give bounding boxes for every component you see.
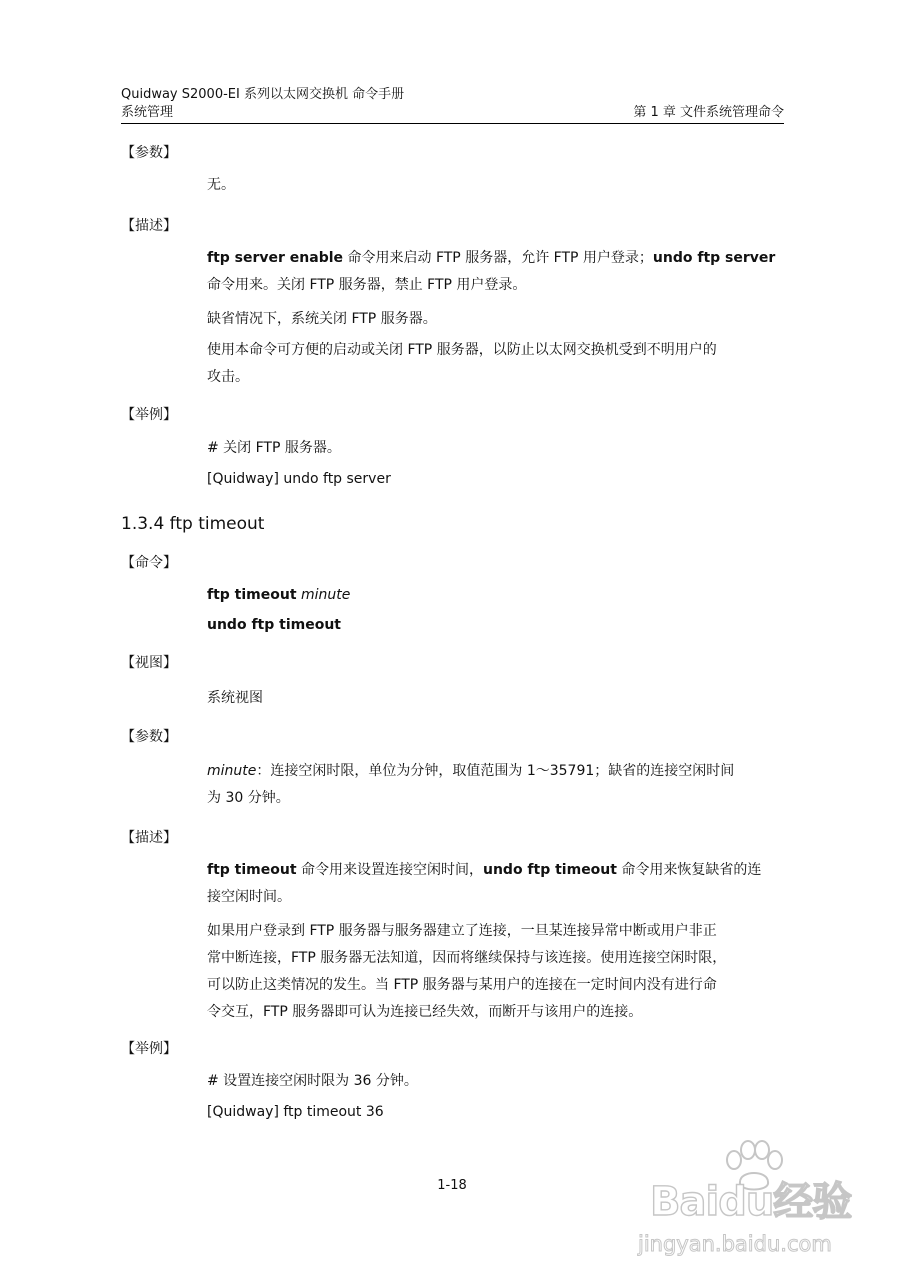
example-label: 【举例】 — [121, 407, 177, 423]
params-label: 【参数】 — [121, 729, 177, 745]
section-name: 系统管理 — [121, 105, 174, 120]
command-syntax-2: undo ftp timeout — [207, 617, 341, 633]
desc-paragraph-1 — [207, 857, 786, 911]
cmd-ftp-timeout: ftp timeout — [207, 587, 297, 603]
desc-paragraph-3 — [207, 337, 786, 391]
page-number: 1-18 — [437, 1178, 467, 1193]
command-label: 【命令】 — [121, 555, 177, 571]
desc-label: 【描述】 — [121, 830, 177, 846]
desc-text: 可以防止这类情况的发生。当 FTP 服务器与某用户的连接在一定时间内没有进行命 — [207, 977, 717, 993]
desc-paragraph-2: 缺省情况下，系统关闭 FTP 服务器。 — [207, 311, 437, 327]
params-text: 无。 — [207, 177, 235, 193]
example-command: [Quidway] ftp timeout 36 — [207, 1104, 384, 1120]
desc-paragraph-1 — [207, 245, 786, 299]
command-syntax-1 — [207, 582, 786, 609]
example-label: 【举例】 — [121, 1041, 177, 1057]
section-heading: 1.3.4 ftp timeout — [121, 514, 265, 534]
manual-title: Quidway S2000-EI 系列以太网交换机 命令手册 — [121, 87, 405, 102]
cmd-ftp-timeout: ftp timeout — [207, 862, 297, 878]
example-comment: # 关闭 FTP 服务器。 — [207, 440, 341, 456]
baidu-watermark — [630, 1140, 890, 1270]
params-text — [207, 758, 786, 812]
param-desc: ：连接空闲时限，单位为分钟，取值范围为 1～35791；缺省的连接空闲时间 — [256, 763, 735, 779]
desc-text: 命令用来启动 FTP 服务器，允许 FTP 用户登录； — [343, 250, 653, 266]
watermark-brand: Baidu经验 — [650, 1179, 852, 1225]
desc-text: 如果用户登录到 FTP 服务器与服务器建立了连接，一旦某连接异常中断或用户非正 — [207, 923, 717, 939]
desc-paragraph-2 — [207, 918, 786, 1026]
param-desc: 为 30 分钟。 — [207, 790, 290, 806]
view-label: 【视图】 — [121, 655, 177, 671]
cmd-ftp-server-enable: ftp server enable — [207, 250, 344, 266]
desc-label: 【描述】 — [121, 218, 177, 234]
desc-text: 接空闲时间。 — [207, 889, 291, 905]
header-rule — [121, 123, 784, 124]
desc-text: 命令用来恢复缺省的连 — [616, 862, 762, 878]
desc-text: 常中断连接，FTP 服务器无法知道，因而将继续保持与该连接。使用连接空闲时限， — [207, 950, 727, 966]
param-minute: minute — [207, 763, 257, 779]
desc-text: 使用本命令可方便的启动或关闭 FTP 服务器，以防止以太网交换机受到不明用户的 — [207, 342, 717, 358]
cmd-undo-ftp-server: undo ftp server — [652, 250, 776, 266]
cmd-arg-minute: minute — [296, 587, 351, 603]
desc-text: 令交互，FTP 服务器即可认为连接已经失效，而断开与该用户的连接。 — [207, 1004, 643, 1020]
chapter-title: 第 1 章 文件系统管理命令 — [633, 105, 784, 120]
view-text: 系统视图 — [207, 690, 263, 706]
params-label: 【参数】 — [121, 145, 177, 161]
cmd-undo-ftp-timeout: undo ftp timeout — [482, 862, 617, 878]
example-command: [Quidway] undo ftp server — [207, 471, 391, 487]
desc-text: 攻击。 — [207, 369, 249, 385]
desc-text: 命令用来设置连接空闲时间， — [296, 862, 483, 878]
desc-text: 命令用来。关闭 FTP 服务器，禁止 FTP 用户登录。 — [207, 277, 527, 293]
watermark-url: jingyan.baidu.com — [638, 1232, 832, 1256]
example-comment: # 设置连接空闲时限为 36 分钟。 — [207, 1073, 418, 1089]
